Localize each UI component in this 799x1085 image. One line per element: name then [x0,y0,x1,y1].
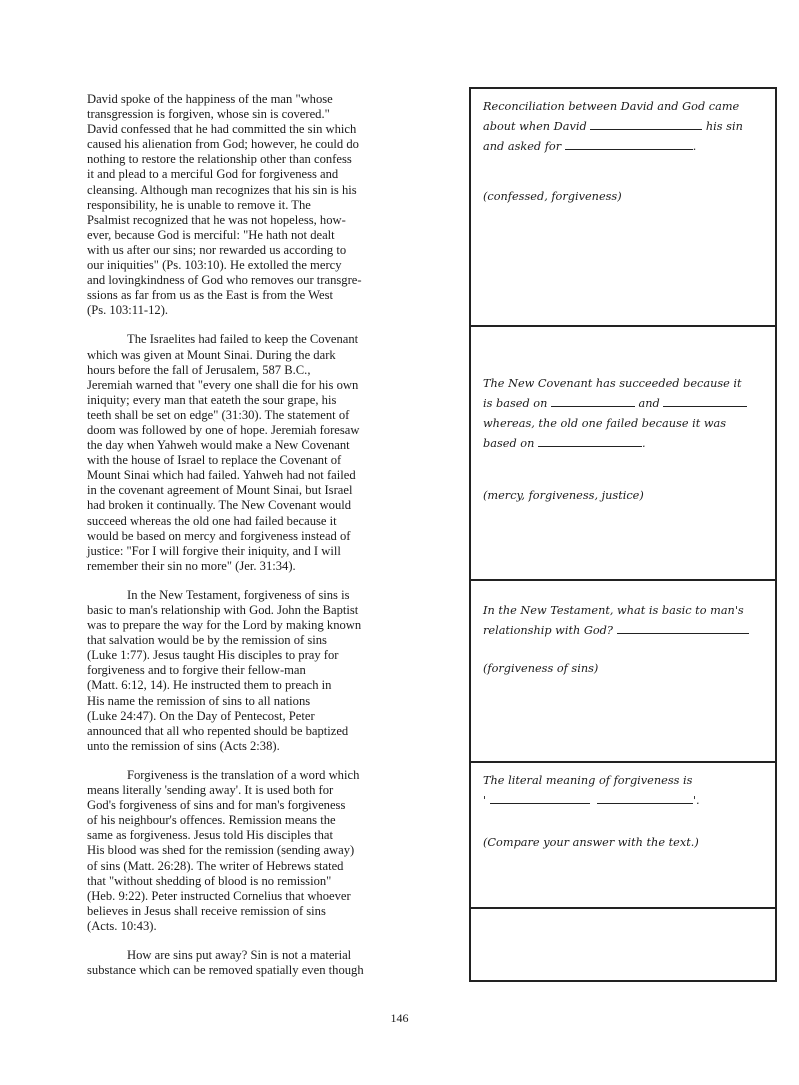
text-line: would be based on mercy and forgiveness instead of [87,528,351,543]
text-line: Forgiveness is the translation of a word which [127,767,360,782]
text-line: of sins (Matt. 26:28). The writer of Hebrews stated [87,858,344,873]
question-line: The literal meaning of forgiveness is [483,774,693,787]
text-line: iniquity; every man that eateth the sour grape, his [87,392,337,407]
text-line: His blood was shed for the remission (sending away) [87,843,355,858]
text-line: hours before the fall of Jerusalem, 587 B.C., [87,362,311,377]
text-line: (Luke 24:47). On the Day of Pentecost, Peter [87,708,315,723]
frame-2 [471,327,775,581]
frame-3 [471,581,775,763]
answer-blank[interactable] [617,623,749,634]
text-line: (Acts. 10:43). [87,918,157,933]
text-line: Jeremiah warned that "every one shall die for his own [87,377,359,392]
question-text: is based on [483,397,548,410]
text-line: it and plead to a merciful God for forgiveness and [87,167,339,182]
text-line: caused his alienation from God; however, he could do [87,137,359,152]
question-text: '. [692,794,700,807]
text-line: had broken it continually. The New Covenant would [87,498,352,513]
page-number: 146 [390,1011,409,1025]
text-line: teeth shall be set on edge" (31:30). The statement of [87,407,350,422]
text-line: (Matt. 6:12, 14). He instructed them to preach in [87,678,332,693]
question-text: . [692,140,697,153]
text-line: responsibility, he is unable to remove it. The [87,197,311,212]
text-line: ssions as far from us as the East is from the West [87,288,334,303]
question-line: whereas, the old one failed because it was [483,417,727,430]
text-line: and lovingkindness of God who removes our transgre- [87,273,362,288]
text-line: with the house of Israel to replace the Covenant of [87,453,342,468]
question-line: In the New Testament, what is basic to man's [483,604,744,617]
text-line: of his neighbour's offences. Remission means the [87,813,336,828]
frame-5-empty [471,909,775,980]
answer-blank[interactable] [565,139,693,150]
text-line: David spoke of the happiness of the man "whose [87,92,333,106]
answer-blank[interactable] [663,396,747,407]
text-line: succeed whereas the old one had failed because it [87,513,337,528]
frame-4 [471,763,775,909]
frame-answer: (mercy, forgiveness, justice) [483,489,644,502]
text-line: that salvation would be by the remission of sins [87,633,327,648]
paragraph-david [87,92,467,318]
text-line: (Ps. 103:11-12). [87,303,169,318]
question-text: and asked for [483,140,562,153]
text-line: which was given at Mount Sinai. During the dark [87,347,336,362]
text-line: that "without shedding of blood is no remission" [87,873,332,888]
answer-blank[interactable] [590,119,702,130]
text-line: ever, because God is merciful: "He hath not dealt [87,227,335,242]
text-line: doom was followed by one of hope. Jeremiah foresaw [87,422,360,437]
text-line: God's forgiveness of sins and for man's forgiveness [87,798,346,813]
question-line: The New Covenant has succeeded because it [483,377,742,390]
text-line: nothing to restore the relationship other than confess [87,152,352,167]
paragraph-israelites [87,332,467,574]
answer-blank[interactable] [538,436,642,447]
text-line: was to prepare the way for the Lord by making known [87,618,362,633]
text-line: (Luke 1:77). Jesus taught His disciples to pray for [87,648,339,663]
text-line: David confessed that he had committed the sin which [87,122,357,137]
text-line: cleansing. Although man recognizes that his sin is his [87,182,357,197]
workbook-frames [469,87,777,982]
text-line: substance which can be removed spatially even though [87,963,364,978]
question-line: Reconciliation between David and God came [483,100,740,113]
question-text: ' [483,794,487,807]
text-line: The Israelites had failed to keep the Covenant [127,332,359,347]
text-line: announced that all who repented should be baptized [87,723,349,738]
question-text: . [641,437,646,450]
question-text: based on [483,437,535,450]
paragraph-forgiveness-meaning [87,768,467,934]
text-line: our iniquities" (Ps. 103:10). He extolled the mercy [87,258,342,273]
text-line: believes in Jesus shall receive remission of sins [87,903,326,918]
text-line: (Heb. 9:22). Peter instructed Cornelius that whoever [87,888,351,903]
answer-blank[interactable] [597,793,693,804]
text-line: transgression is forgiven, whose sin is covered." [87,107,330,122]
text-line: in the covenant agreement of Mount Sinai, but Israel [87,483,353,498]
text-line: Psalmist recognized that he was not hopeless, how- [87,212,346,227]
text-line: Mount Sinai which had failed. Yahweh had not failed [87,468,356,483]
text-line: same as forgiveness. Jesus told His disciples that [87,828,334,843]
question-text: his sin [705,120,743,133]
answer-blank[interactable] [490,793,590,804]
paragraph-new-testament [87,588,467,754]
question-text: and [638,397,660,410]
question-text: relationship with God? [483,624,613,637]
frame-answer: (forgiveness of sins) [483,662,599,675]
text-line: remember their sin no more" (Jer. 31:34). [87,558,296,573]
text-line: the day when Yahweh would make a New Covenant [87,438,350,453]
text-line: unto the remission of sins (Acts 2:38). [87,738,280,753]
paragraph-sins-put-away [87,948,467,978]
text-line: forgiveness and to forgive their fellow-man [87,663,306,678]
answer-blank[interactable] [551,396,635,407]
text-line: How are sins put away? Sin is not a material [127,947,352,962]
question-text: about when David [483,120,587,133]
text-line: with us after our sins; nor rewarded us according to [87,242,347,257]
frame-1 [471,89,775,327]
text-line: basic to man's relationship with God. John the Baptist [87,603,359,617]
text-line: means literally 'sending away'. It is used both for [87,783,334,798]
frame-answer: (confessed, forgiveness) [483,190,622,203]
text-line: In the New Testament, forgiveness of sins is [127,587,350,602]
text-line: justice: "For I will forgive their iniquity, and I will [87,543,341,558]
frame-answer: (Compare your answer with the text.) [483,836,699,849]
main-text-column [87,92,467,992]
text-line: His name the remission of sins to all nations [87,693,311,708]
